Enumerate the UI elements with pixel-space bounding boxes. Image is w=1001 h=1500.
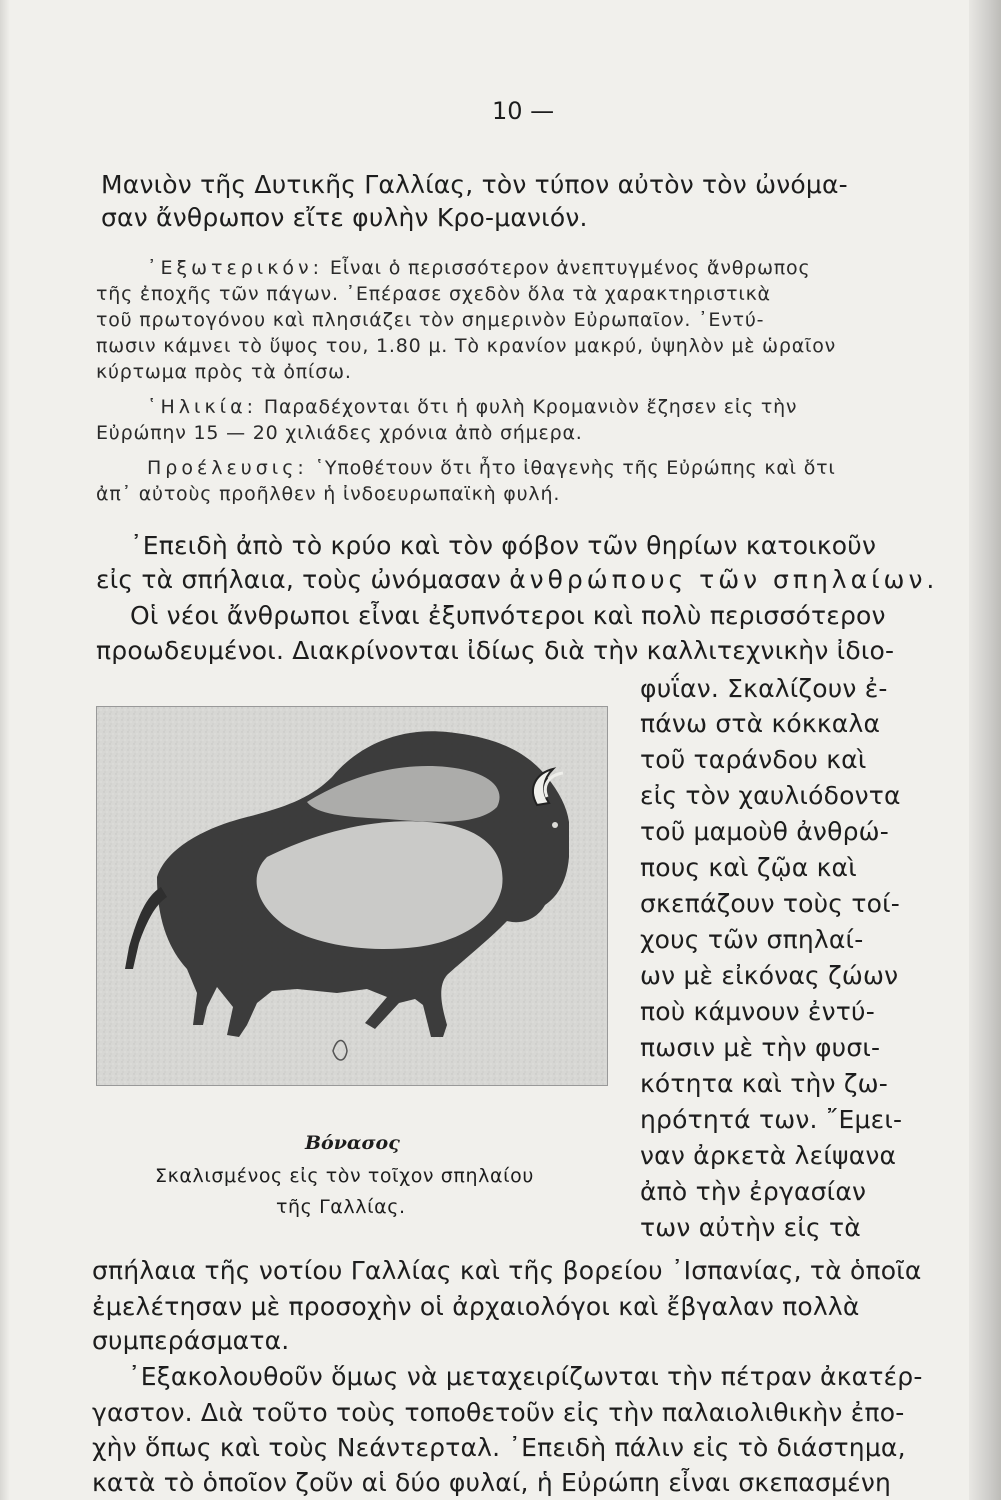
hlikia-line-2: Εὐρώπην 15 — 20 χιλιάδες χρόνια ἀπὸ σήμερα. bbox=[96, 422, 583, 444]
side-line-12: κότητα καὶ τὴν ζω- bbox=[640, 1069, 888, 1098]
figure-caption-line-1: Σκαλισμένος εἰς τὸν τοῖχον σπηλαίου bbox=[155, 1165, 534, 1187]
side-line-4: εἰς τὸν χαυλιόδοντα bbox=[640, 781, 901, 810]
exoterikon-line-4: πωσιν κάμνει τὸ ὕψος του, 1.80 μ. Τὸ κρανίον μακρύ, ὑψηλὸν μὲ ὡραῖον bbox=[96, 335, 837, 357]
page-left-edge bbox=[0, 0, 10, 1500]
hlikia-text: Παραδέχονται ὅτι ἡ φυλὴ Κρομανιὸν ἔζησεν εἰς τὴν bbox=[263, 396, 798, 418]
bison-figure bbox=[96, 706, 608, 1086]
exoterikon-line-2: τῆς ἐποχῆς τῶν πάγων. ᾿Επέρασε σχεδὸν ὅλα τὰ χαρακτηριστικὰ bbox=[96, 283, 771, 305]
exoterikon-line-3: τοῦ πρωτογόνου καὶ πλησιάζει τὸν σημερινὸν Εὐρωπαῖον. ᾿Εντύ- bbox=[96, 309, 765, 331]
hlikia-line-1 bbox=[147, 396, 797, 418]
p1-line-2 bbox=[96, 565, 938, 594]
side-line-16: των αὐτὴν εἰς τὰ bbox=[640, 1213, 861, 1242]
p3-line-2: γαστον. Διὰ τοῦτο τοὺς τοποθετοῦν εἰς τὴν παλαιολιθικὴν ἐπο- bbox=[92, 1398, 905, 1427]
side-line-7: σκεπάζουν τοὺς τοί- bbox=[640, 889, 900, 918]
p3-line-1: ᾿Εξακολουθοῦν ὅμως νὰ μεταχειρίζωνται τὴν πέτραν ἀκατέρ- bbox=[128, 1362, 923, 1391]
side-line-11: πωσιν μὲ τὴν φυσι- bbox=[640, 1033, 881, 1062]
side-line-13: ηρότητά των. ῎Εμει- bbox=[640, 1105, 903, 1134]
p2-line-4: ἐμελέτησαν μὲ προσοχὴν οἱ ἀρχαιολόγοι καὶ ἔβγαλαν πολλὰ bbox=[92, 1292, 860, 1321]
side-line-10: ποὺ κάμνουν ἐντύ- bbox=[640, 997, 875, 1026]
p1-line-2b: ἀνθρώπους τῶν σπηλαίων. bbox=[509, 565, 939, 594]
side-line-3: τοῦ ταράνδου καὶ bbox=[640, 745, 867, 774]
p2-line-2: προωδευμένοι. Διακρίνονται ἰδίως διὰ τὴν καλλιτεχνικὴν ἰδιο- bbox=[96, 636, 895, 665]
exoterikon-label: ᾿Εξωτερικόν: bbox=[147, 257, 324, 279]
page-number: 10 — bbox=[492, 97, 555, 125]
proeleusis-text: ῾Υποθέτουν ὅτι ἦτο ἰθαγενὴς τῆς Εὐρώπης καὶ ὅτι bbox=[314, 457, 836, 479]
proeleusis-line-1 bbox=[147, 457, 836, 479]
side-line-15: ἀπὸ τὴν ἐργασίαν bbox=[640, 1177, 867, 1206]
p2-line-3: σπήλαια τῆς νοτίου Γαλλίας καὶ τῆς βορείου ᾿Ισπανίας, τὰ ὁποῖα bbox=[92, 1256, 922, 1285]
bison-illustration bbox=[97, 707, 607, 1085]
p1-line-2a: εἰς τὰ σπήλαια, τοὺς ὠνόμασαν bbox=[96, 565, 502, 594]
side-line-1: φυΐαν. Σκαλίζουν ἐ- bbox=[640, 674, 888, 703]
side-line-6: πους καὶ ζῷα καὶ bbox=[640, 853, 857, 882]
p2-line-1: Οἱ νέοι ἄνθρωποι εἶναι ἐξυπνότεροι καὶ πολὺ περισσότερον bbox=[130, 601, 886, 630]
side-line-9: ων μὲ εἰκόνας ζώων bbox=[640, 961, 899, 990]
p3-line-3: χὴν ὅπως καὶ τοὺς Νεάντερταλ. ᾿Επειδὴ πάλιν εἰς τὸ διάστημα, bbox=[92, 1433, 906, 1462]
proeleusis-line-2: ἀπ᾿ αὐτοὺς προῆλθεν ἡ ἰνδοευρωπαϊκὴ φυλή. bbox=[96, 483, 561, 505]
exoterikon-text: Εἶναι ὁ περισσότερον ἀνεπτυγμένος ἄνθρωπος bbox=[329, 257, 811, 279]
page-right-edge bbox=[969, 0, 1001, 1500]
p1-line-1: ᾿Επειδὴ ἀπὸ τὸ κρύο καὶ τὸν φόβον τῶν θηρίων κατοικοῦν bbox=[130, 531, 877, 560]
side-line-5: τοῦ μαμοὺθ ἀνθρώ- bbox=[640, 817, 890, 846]
hlikia-label: ῾Ηλικία: bbox=[147, 396, 258, 418]
intro-line-2: σαν ἄνθρωπον εἴτε φυλὴν Κρο-μανιόν. bbox=[101, 203, 588, 232]
exoterikon-line-5: κύρτωμα πρὸς τὰ ὀπίσω. bbox=[96, 361, 352, 383]
proeleusis-label: Προέλευσις: bbox=[147, 457, 308, 479]
exoterikon-line-1 bbox=[147, 257, 810, 279]
side-line-14: ναν ἀρκετὰ λείψανα bbox=[640, 1141, 897, 1170]
figure-title: Βόνασος bbox=[305, 1132, 400, 1154]
intro-line-1: Μανιὸν τῆς Δυτικῆς Γαλλίας, τὸν τύπον αὐτὸν τὸν ὠνόμα- bbox=[101, 170, 848, 199]
side-line-8: χους τῶν σπηλαί- bbox=[640, 925, 864, 954]
p2-line-5: συμπεράσματα. bbox=[92, 1326, 290, 1355]
side-line-2: πάνω στὰ κόκκαλα bbox=[640, 709, 881, 738]
figure-caption-line-2: τῆς Γαλλίας. bbox=[276, 1196, 406, 1218]
p3-line-4: κατὰ τὸ ὁποῖον ζοῦν αἱ δύο φυλαί, ἡ Εὐρώπη εἶναι σκεπασμένη bbox=[92, 1468, 892, 1497]
